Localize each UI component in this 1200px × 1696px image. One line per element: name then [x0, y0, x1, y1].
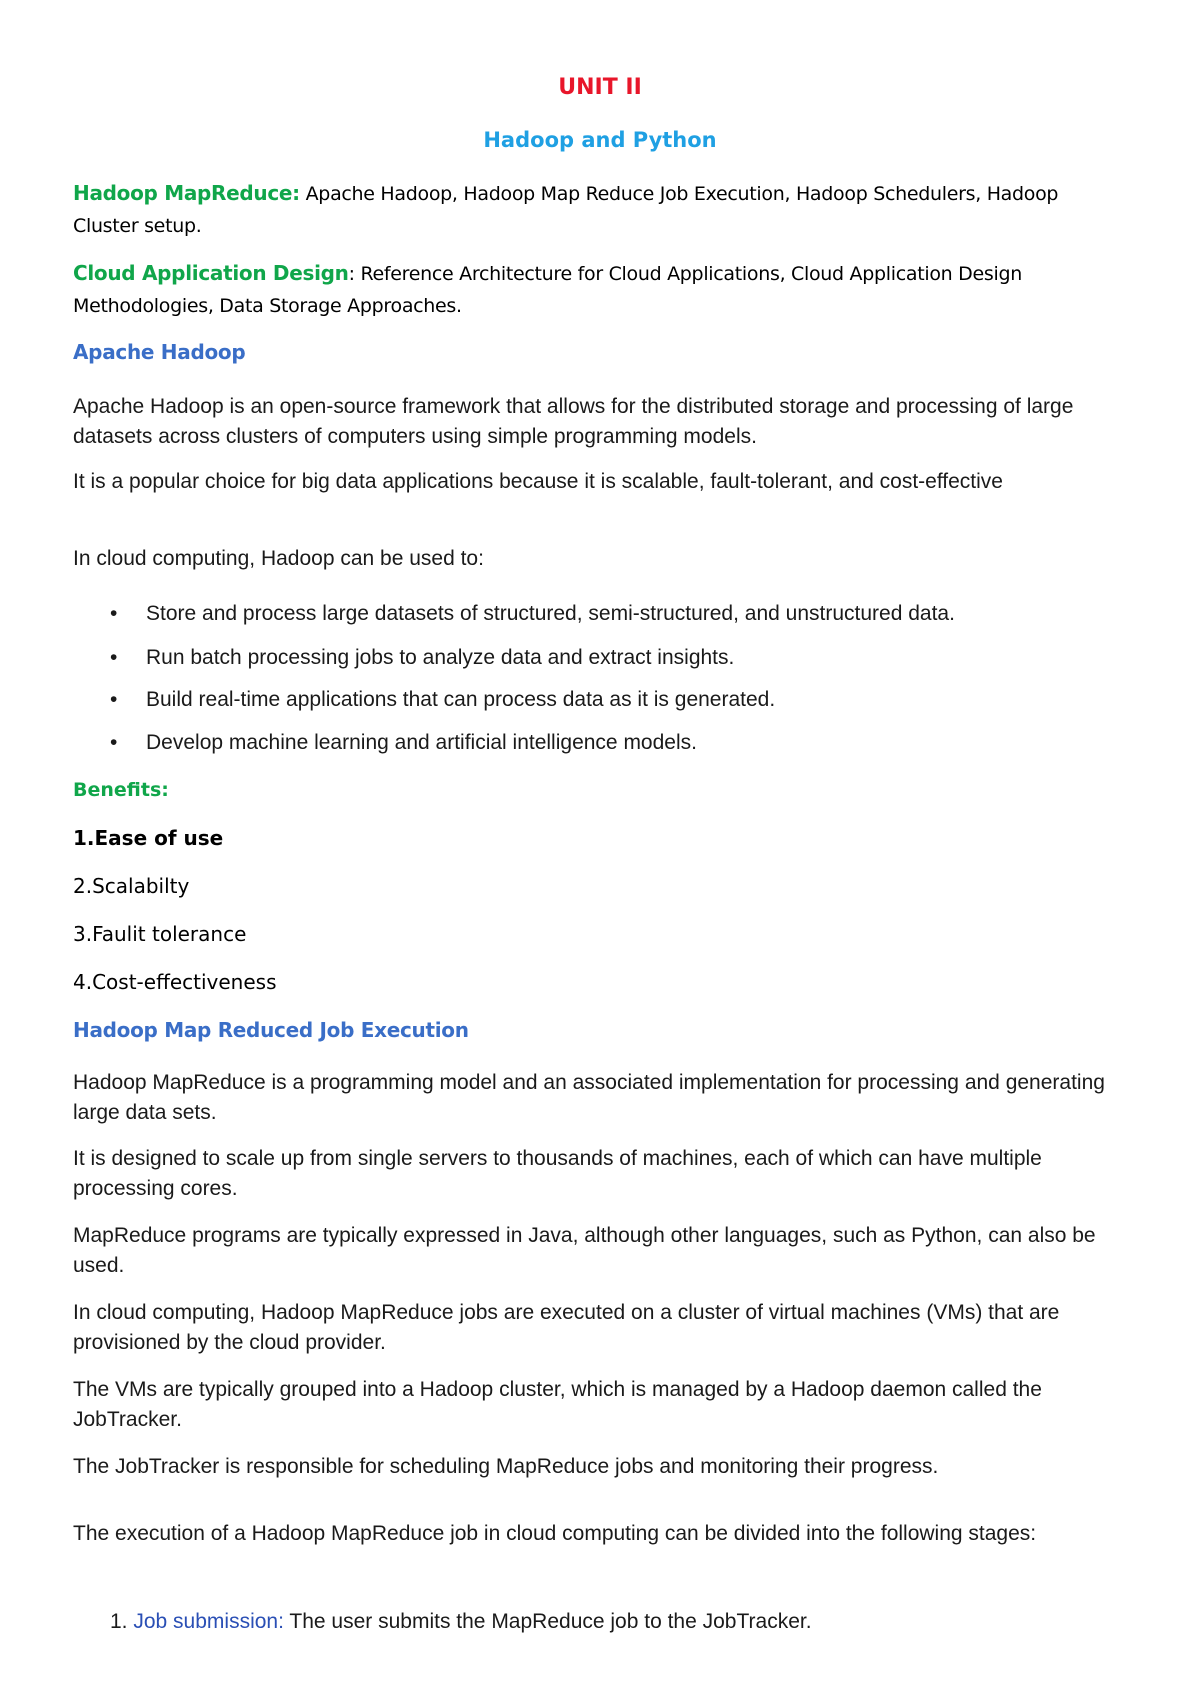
paragraph: In cloud computing, Hadoop MapReduce jobs are executed on a cluster of virtual machines (VMs) that are provisioned by the cloud provider. — [73, 1301, 1060, 1354]
topic-text: Methodologies, Data Storage Approaches. — [73, 295, 462, 317]
heading-apache-hadoop: Apache Hadoop — [73, 340, 246, 364]
paragraph: The VMs are typically grouped into a Hadoop cluster, which is managed by a Hadoop daemon called the JobTracker. — [73, 1378, 1042, 1431]
topic-label: Cloud Application Design — [73, 261, 349, 285]
list-item-text: Develop machine learning and artificial intelligence models. — [146, 731, 697, 754]
paragraph: The JobTracker is responsible for scheduling MapReduce jobs and monitoring their progress. — [73, 1455, 939, 1478]
step-term: Job submission: — [133, 1610, 284, 1633]
benefit-item: 4.Cost-effectiveness — [73, 970, 277, 994]
benefit-item: 3.Faulit tolerance — [73, 922, 247, 946]
heading-benefits: Benefits: — [73, 779, 169, 801]
list-item-text: Store and process large datasets of structured, semi-structured, and unstructured data. — [146, 602, 955, 625]
numbered-step — [110, 1610, 812, 1634]
topic-text: Apache Hadoop, Hadoop Map Reduce Job Execution, Hadoop Schedulers, Hadoop — [299, 183, 1059, 205]
topic-label: Hadoop MapReduce: — [73, 181, 300, 205]
topic-cloud-application-design — [73, 257, 1133, 322]
paragraph: It is designed to scale up from single servers to thousands of machines, each of which can have multiple processing cores. — [73, 1147, 1042, 1200]
paragraph: It is a popular choice for big data applications because it is scalable, fault-tolerant, and cost-effective — [73, 470, 1003, 493]
document-subtitle: Hadoop and Python — [483, 128, 717, 152]
list-item-text: Build real-time applications that can process data as it is generated. — [146, 688, 776, 711]
step-text: The user submits the MapReduce job to the JobTracker. — [283, 1610, 812, 1633]
bullet-icon: • — [110, 646, 118, 669]
paragraph: Hadoop MapReduce is a programming model and an associated implementation for processing and generating large data sets. — [73, 1071, 1105, 1124]
paragraph: In cloud computing, Hadoop can be used to: — [73, 547, 484, 570]
heading-mapreduce-job-execution: Hadoop Map Reduced Job Execution — [73, 1018, 469, 1042]
topic-text: : Reference Architecture for Cloud Applications, Cloud Application Design — [348, 263, 1022, 285]
paragraph: MapReduce programs are typically expressed in Java, although other languages, such as Python, can also be used. — [73, 1224, 1096, 1277]
step-number: 1. — [110, 1610, 128, 1633]
topic-hadoop-mapreduce — [73, 177, 1133, 242]
paragraph: The execution of a Hadoop MapReduce job in cloud computing can be divided into the following stages: — [73, 1522, 1037, 1545]
bullet-icon: • — [110, 731, 118, 754]
topic-text: Cluster setup. — [73, 215, 202, 237]
benefit-item: 2.Scalabilty — [73, 874, 190, 898]
unit-title: UNIT II — [558, 75, 642, 100]
list-item-text: Run batch processing jobs to analyze data and extract insights. — [146, 646, 735, 669]
bullet-icon: • — [110, 602, 118, 625]
benefit-item: 1.Ease of use — [73, 826, 224, 850]
paragraph: Apache Hadoop is an open-source framework that allows for the distributed storage and processing of large datasets across clusters of computers using simple programming models. — [73, 395, 1074, 448]
bullet-icon: • — [110, 688, 118, 711]
